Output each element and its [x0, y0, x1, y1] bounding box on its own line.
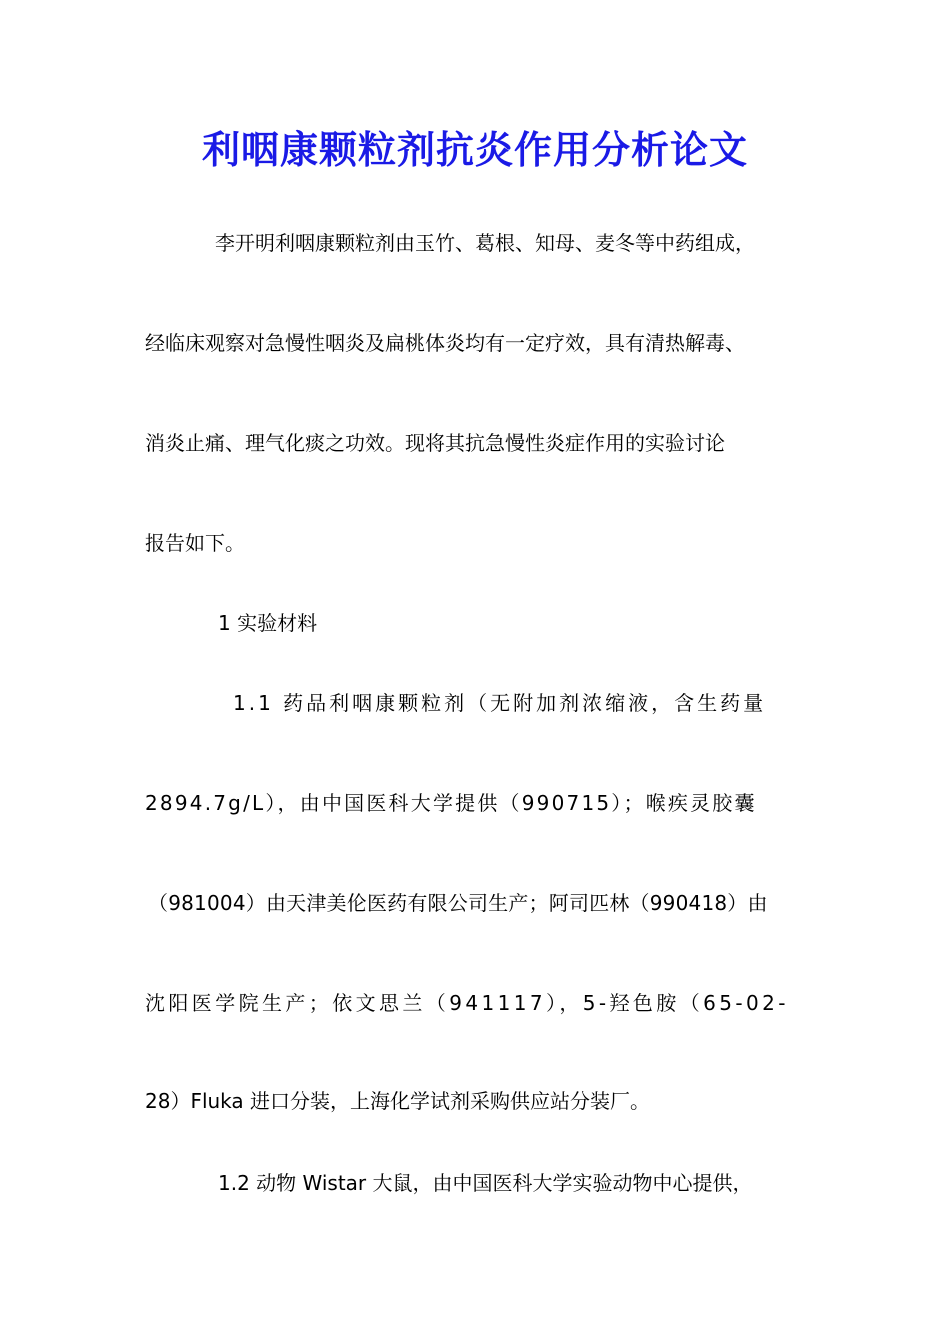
paragraph-line: 1.1 药品利咽康颗粒剂（无附加剂浓缩液，含生药量 [233, 691, 767, 715]
paragraph-line: 经临床观察对急慢性咽炎及扁桃体炎均有一定疗效，具有清热解毒、 [145, 331, 745, 355]
paragraph-line: 沈阳医学院生产；依文思兰（941117），5-羟色胺（65-02- [145, 991, 789, 1015]
paragraph-line: 28）Fluka 进口分装，上海化学试剂采购供应站分装厂。 [145, 1089, 651, 1113]
paragraph-line: （981004）由天津美伦医药有限公司生产；阿司匹林（990418）由 [148, 891, 768, 915]
paragraph-line: 1.2 动物 Wistar 大鼠，由中国医科大学实验动物中心提供， [218, 1171, 753, 1195]
section-heading: 1 实验材料 [218, 611, 318, 635]
paragraph-line: 2894.7g/L），由中国医科大学提供（990715）；喉疾灵胶囊 [145, 791, 757, 815]
paragraph-line: 李开明利咽康颗粒剂由玉竹、葛根、知母、麦冬等中药组成， [215, 231, 755, 255]
paragraph-line: 报告如下。 [145, 531, 245, 555]
document-title: 利咽康颗粒剂抗炎作用分析论文 [201, 127, 748, 172]
paragraph-line: 消炎止痛、理气化痰之功效。现将其抗急慢性炎症作用的实验讨论 [145, 431, 725, 455]
